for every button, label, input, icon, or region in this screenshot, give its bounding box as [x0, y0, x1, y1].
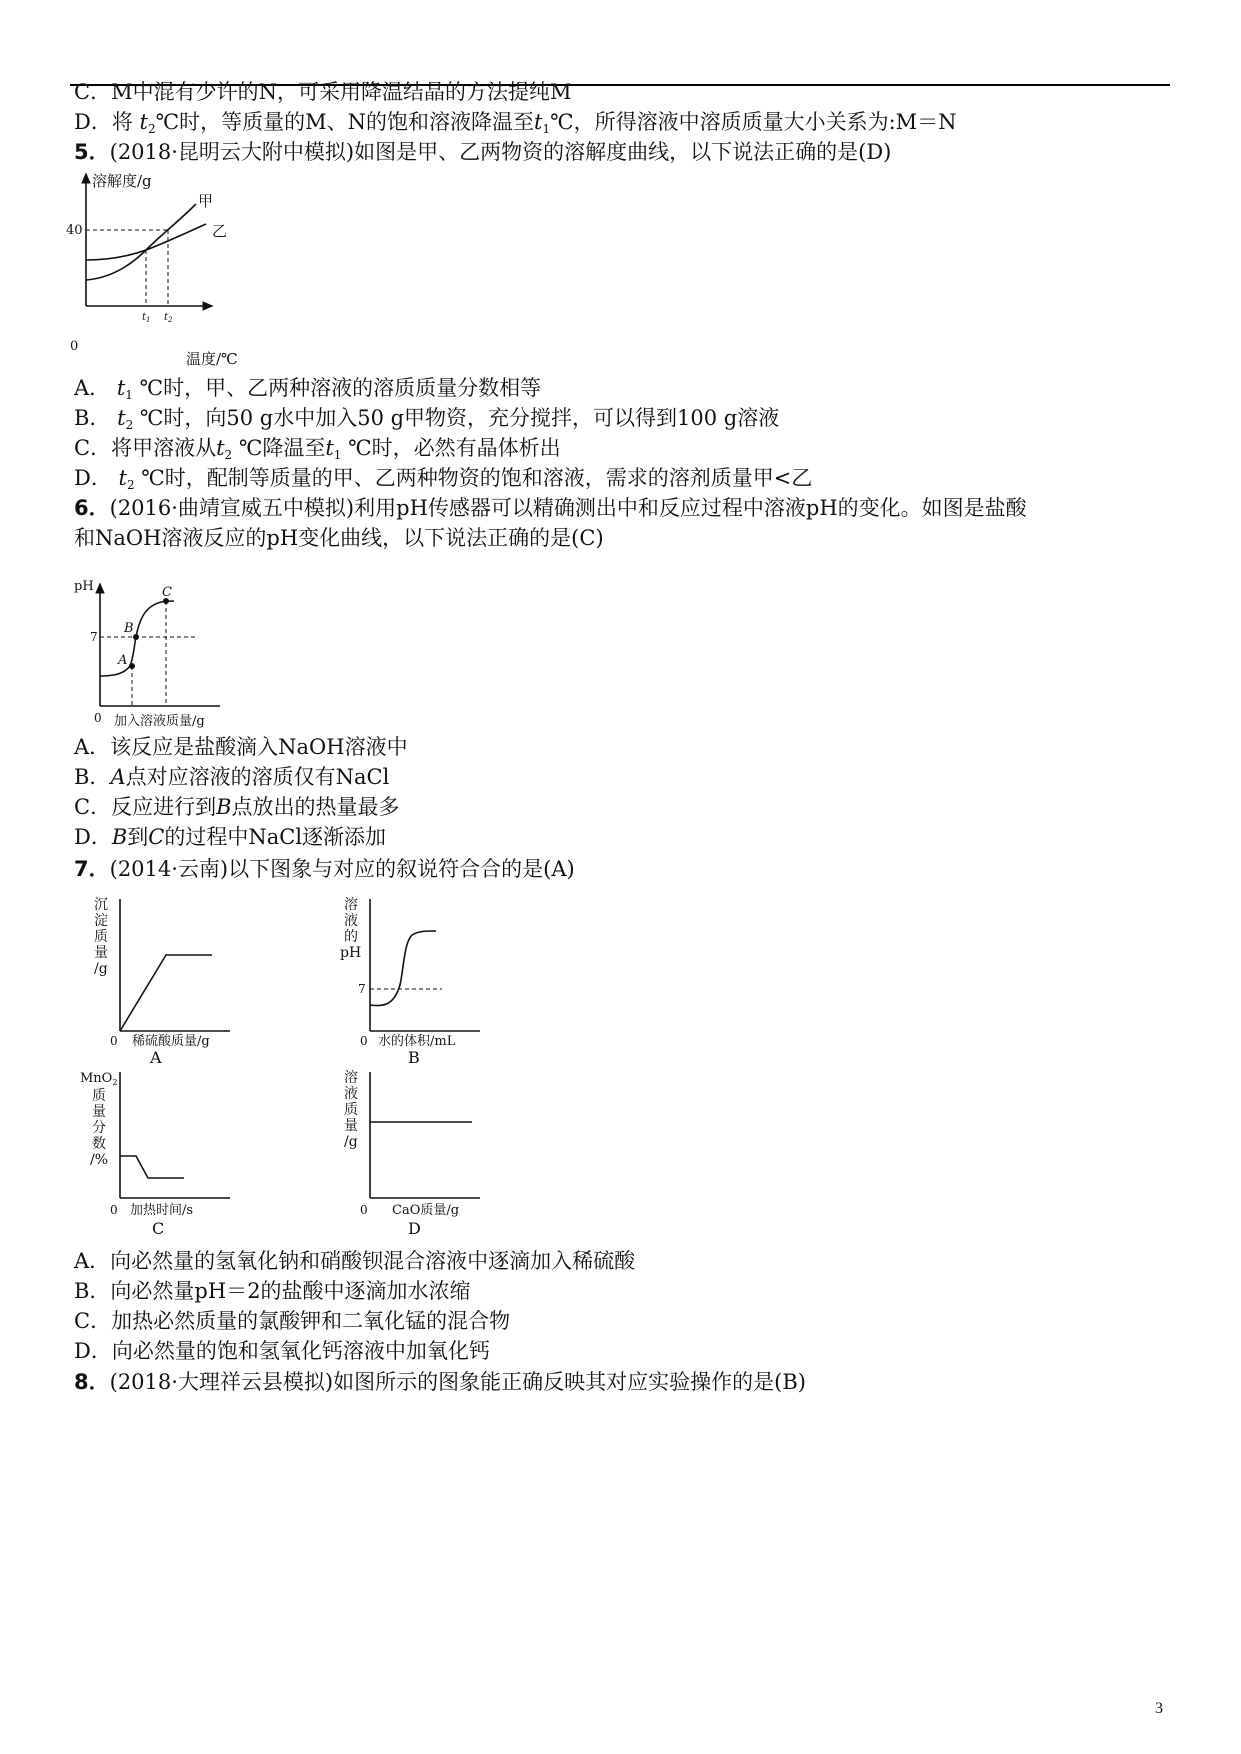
caption: A [150, 1048, 162, 1067]
ph-curve-figure [70, 568, 270, 728]
question-6-option-c: C．反应进行到B点放出的热量最多 [74, 795, 400, 819]
question-8-stem: 8．(2018·大理祥云县模拟)如图所示的图象能正确反映其对应实验操作的是(B) [74, 1370, 806, 1394]
series-line [120, 955, 212, 1031]
question-6-stem-line2: 和NaOH溶液反应的pH变化曲线，以下说法正确的是(C) [74, 526, 604, 550]
svg-text:数: 数 [92, 1136, 106, 1152]
label-b: B [124, 621, 134, 636]
curve-jia [86, 204, 196, 280]
svg-text:/%: /% [90, 1152, 109, 1168]
question-6-option-a: A．该反应是盐酸滴入NaOH溶液中 [74, 735, 408, 759]
y-tick-7: 7 [358, 982, 366, 996]
question-7-option-c: C．加热必然质量的氯酸钾和二氧化锰的混合物 [74, 1309, 511, 1333]
y-axis-label [94, 897, 108, 977]
svg-text:溶: 溶 [344, 1070, 358, 1086]
svg-text:的: 的 [344, 929, 358, 945]
y-axis-label-top: MnO$_2$ [80, 1071, 118, 1087]
origin-label: 0 [94, 711, 102, 725]
y-tick-7: 7 [90, 630, 98, 644]
y-axis-label: pH [74, 579, 94, 594]
prev-option-c: C．M中混有少许的N，可采用降温结晶的方法提纯M [74, 80, 572, 104]
label-a: A [118, 653, 128, 668]
series-line [370, 931, 436, 1006]
svg-text:量: 量 [94, 945, 108, 961]
series-label-jia: 甲 [198, 192, 214, 210]
question-7-option-d: D．向必然量的饱和氢氧化钙溶液中加氧化钙 [74, 1339, 490, 1363]
question-5-stem: 5．(2018·昆明云大附中模拟)如图是甲、乙两物资的溶解度曲线，以下说法正确的是(D) [74, 140, 892, 164]
figure-7a [88, 895, 258, 1065]
question-6-stem-line1: 6．(2016·曲靖宣威五中模拟)利用pH传感器可以精确测出中和反应过程中溶液pH的变化。如图是盐酸 [74, 496, 1027, 520]
point-b [133, 634, 139, 640]
caption: C [152, 1219, 165, 1238]
y-axis-label [90, 1088, 108, 1168]
origin-label: 0 [360, 1203, 368, 1217]
x-axis-label: 水的体积/mL [378, 1034, 456, 1049]
figure-7c [80, 1068, 260, 1238]
svg-text:沉: 沉 [94, 897, 108, 913]
caption: B [408, 1048, 420, 1067]
caption: D [408, 1219, 421, 1238]
figure-7b [338, 895, 508, 1065]
svg-text:淀: 淀 [94, 913, 108, 929]
solubility-curve-figure [66, 168, 272, 373]
y-axis-label [340, 896, 361, 961]
question-7-option-b: B．向必然量pH＝2的盐酸中逐滴加水浓缩 [74, 1279, 471, 1303]
x-axis-label: 温度/℃ [186, 350, 238, 368]
question-7-stem: 7．(2014·云南)以下图象与对应的叙说符合合的是(A) [74, 857, 575, 881]
svg-text:量: 量 [344, 1118, 358, 1134]
svg-text:质: 质 [344, 1102, 358, 1118]
point-a [129, 663, 135, 669]
origin-label: 0 [110, 1203, 118, 1217]
page-number: 3 [1155, 1700, 1163, 1717]
tick-t1: $t_1$ [142, 312, 151, 324]
svg-text:分: 分 [92, 1120, 106, 1136]
y-axis-label: 溶解度/g [92, 172, 152, 190]
question-5-option-d: D． $t_2$ ℃时，配制等质量的甲、乙两种物资的饱和溶液，需求的溶剂质量甲<乙 [74, 466, 813, 492]
question-5-option-b: B． $t_2$ ℃时，向50 g水中加入50 g甲物资，充分搅拌，可以得到100 g溶液 [74, 406, 780, 432]
x-axis-label: CaO质量/g [392, 1203, 460, 1218]
x-axis-label: 加热时间/s [130, 1203, 194, 1218]
origin-label: 0 [70, 339, 79, 354]
question-7-option-a: A．向必然量的氢氧化钠和硝酸钡混合溶液中逐滴加入稀硫酸 [74, 1249, 636, 1273]
x-axis-label: 稀硫酸质量/g [132, 1034, 210, 1049]
figure-7d [338, 1068, 518, 1238]
svg-text:液: 液 [344, 913, 358, 929]
y-tick-40: 40 [66, 223, 83, 238]
question-5-option-c: C．将甲溶液从$t_2$ ℃降温至$t_1$ ℃时，必然有晶体析出 [74, 436, 561, 462]
origin-label: 0 [110, 1034, 118, 1048]
origin-label: 0 [360, 1034, 368, 1048]
series-line [120, 1156, 184, 1178]
tick-t2: $t_2$ [164, 312, 173, 324]
svg-text:/g: /g [94, 961, 108, 977]
y-axis-label [344, 1069, 358, 1150]
svg-text:pH: pH [340, 945, 362, 961]
prev-option-d: D．将 $t_2℃$时，等质量的M、N的饱和溶液降温至$t_1℃$，所得溶液中溶质质量大小关系为:M＝N [74, 110, 957, 136]
svg-text:/g: /g [344, 1134, 358, 1150]
svg-text:质: 质 [92, 1088, 106, 1104]
svg-text:质: 质 [94, 929, 108, 945]
svg-text:液: 液 [344, 1086, 358, 1102]
series-label-yi: 乙 [212, 222, 228, 240]
svg-text:溶: 溶 [344, 897, 358, 913]
x-axis-label: 加入溶液质量/g [114, 714, 205, 729]
curve-yi [86, 224, 206, 260]
question-6-option-b: B．A点对应溶液的溶质仅有NaCl [74, 765, 390, 789]
svg-text:量: 量 [92, 1104, 106, 1120]
question-6-option-d: D．B到C的过程中NaCl逐渐添加 [74, 825, 387, 849]
question-5-option-a: A． $t_1$ ℃时，甲、乙两种溶液的溶质质量分数相等 [74, 376, 542, 402]
label-c: C [162, 585, 172, 600]
